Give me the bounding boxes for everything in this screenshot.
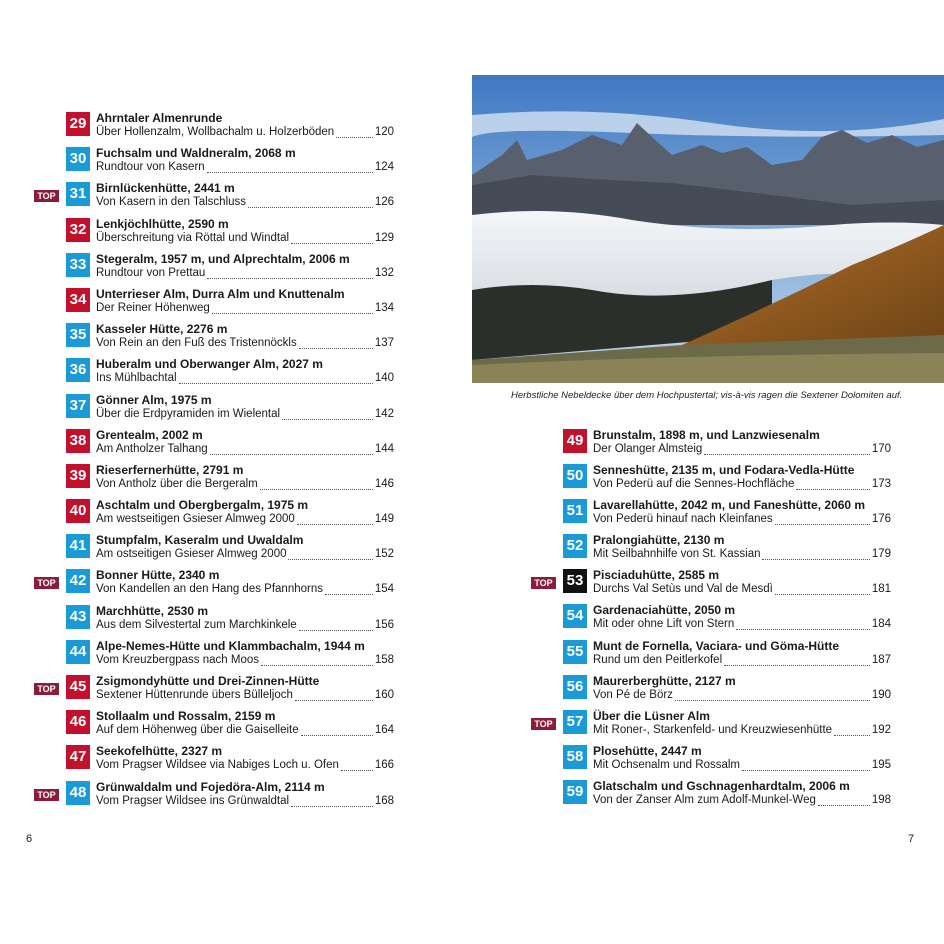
tour-page-number: 192 <box>871 723 891 736</box>
top-badge: TOP <box>34 577 59 589</box>
leader-dots <box>291 796 373 807</box>
tour-description-line <box>96 513 394 525</box>
tour-number: 58 <box>563 745 587 769</box>
leader-dots <box>675 690 870 701</box>
tour-description-line <box>593 583 891 595</box>
tour-page-number: 154 <box>374 583 394 596</box>
tour-number: 45 <box>66 675 90 699</box>
tour-number: 30 <box>66 147 90 171</box>
tour-title: Seekofelhütte, 2327 m <box>96 744 223 759</box>
tour-page-number: 164 <box>374 724 394 737</box>
tour-title: Gönner Alm, 1975 m <box>96 392 212 407</box>
tour-description: Von der Zanser Alm zum Adolf-Munkel-Weg <box>593 793 816 806</box>
tour-number: 33 <box>66 253 90 277</box>
toc-entry <box>34 427 394 462</box>
tour-description: Der Reiner Höhenweg <box>96 301 210 314</box>
leader-dots <box>736 619 870 630</box>
tour-description-line <box>593 618 891 630</box>
tour-page-number: 146 <box>374 477 394 490</box>
tour-title: Pisciaduhütte, 2585 m <box>593 568 720 583</box>
tour-description-line <box>96 126 394 138</box>
tour-page-number: 120 <box>374 126 394 138</box>
page-number-left: 6 <box>26 833 33 845</box>
tour-description-line <box>593 513 891 525</box>
toc-entry <box>531 427 891 462</box>
tour-page-number: 152 <box>374 548 394 561</box>
tour-number: 29 <box>66 112 90 136</box>
tour-page-number: 149 <box>374 513 394 526</box>
tour-description-line <box>96 372 394 384</box>
tour-number: 37 <box>66 394 90 418</box>
top-badge: TOP <box>34 683 59 695</box>
photo-caption: Herbstliche Nebeldecke über dem Hochpustertal; vis-à-vis ragen die Sextener Dolomiten auf. <box>511 390 903 401</box>
toc-entry <box>531 532 891 567</box>
leader-dots <box>762 549 869 560</box>
toc-entry <box>34 638 394 673</box>
tour-page-number: 184 <box>871 618 891 631</box>
leader-dots <box>742 760 870 771</box>
tour-description: Der Olanger Almsteig <box>593 443 703 455</box>
tour-description: Von Kasern in den Talschluss <box>96 196 247 209</box>
tour-title: Birnlückenhütte, 2441 m <box>96 181 235 196</box>
tour-description-line <box>96 689 394 701</box>
leader-dots <box>207 268 372 279</box>
tour-title: Stegeralm, 1957 m, und Alprechtalm, 2006 m <box>96 251 350 266</box>
tour-description-line <box>593 689 891 701</box>
tour-page-number: 198 <box>871 793 891 806</box>
tour-description-line <box>96 478 394 490</box>
leader-dots <box>818 795 870 806</box>
toc-entry <box>34 216 394 251</box>
toc-entry <box>531 743 891 778</box>
mountain-photo <box>472 75 944 383</box>
tour-title: Ahrntaler Almenrunde <box>96 111 223 125</box>
tour-title: Maurerberghütte, 2127 m <box>593 673 736 688</box>
tour-description: Am ostseitigen Gsieser Almweg 2000 <box>96 548 287 561</box>
tour-description: Von Pé de Börz <box>593 688 673 701</box>
tour-description-line <box>593 654 891 666</box>
tour-title: Unterrieser Alm, Durra Alm und Knuttenalm <box>96 286 345 301</box>
tour-description-line <box>593 443 891 455</box>
tour-description: Mit Roner-, Starkenfeld- und Kreuzwiesenhütte <box>593 723 833 736</box>
tour-page-number: 126 <box>374 196 394 209</box>
tour-page-number: 129 <box>374 231 394 244</box>
tour-description-line <box>593 794 891 806</box>
tour-number: 46 <box>66 710 90 734</box>
leader-dots <box>261 655 373 666</box>
tour-title: Senneshütte, 2135 m, und Fodara-Vedla-Hütte <box>593 463 855 478</box>
leader-dots <box>299 338 373 349</box>
tour-description-line <box>96 337 394 349</box>
toc-left-column <box>34 110 394 814</box>
tour-description: Vom Kreuzbergpass nach Moos <box>96 653 260 666</box>
tour-number: 36 <box>66 358 90 382</box>
leader-dots <box>207 162 373 173</box>
leader-dots <box>724 655 870 666</box>
leader-dots <box>796 479 869 490</box>
toc-entry <box>34 180 394 215</box>
tour-title: Marchhütte, 2530 m <box>96 603 209 618</box>
tour-description: Rund um den Peitlerkofel <box>593 653 723 666</box>
toc-entry <box>34 603 394 638</box>
toc-entry <box>34 356 394 391</box>
tour-description: Rundtour von Prettau <box>96 266 206 279</box>
leader-dots <box>775 514 870 525</box>
leader-dots <box>297 514 373 525</box>
tour-description-line <box>593 548 891 560</box>
tour-description: Von Antholz über die Bergeralm <box>96 477 258 490</box>
leader-dots <box>341 760 373 771</box>
tour-description-line <box>96 196 394 208</box>
toc-entry <box>531 708 891 743</box>
tour-description: Von Pederü hinauf nach Kleinfanes <box>593 513 773 526</box>
tour-description: Am westseitigen Gsieser Almweg 2000 <box>96 513 295 526</box>
tour-description-line <box>96 232 394 244</box>
tour-title: Grentealm, 2002 m <box>96 427 203 442</box>
tour-description-line <box>96 267 394 279</box>
tour-title: Lenkjöchlhütte, 2590 m <box>96 216 229 231</box>
toc-entry <box>34 532 394 567</box>
toc-entry <box>531 778 891 813</box>
leader-dots <box>704 444 870 455</box>
toc-entry <box>531 638 891 673</box>
tour-description-line <box>96 583 394 595</box>
tour-number: 34 <box>66 288 90 312</box>
tour-page-number: 195 <box>871 758 891 771</box>
toc-entry <box>34 743 394 778</box>
tour-number: 35 <box>66 323 90 347</box>
tour-number: 55 <box>563 640 587 664</box>
leader-dots <box>179 373 373 384</box>
tour-number: 48 <box>66 781 90 805</box>
leader-dots <box>299 620 373 631</box>
tour-title: Gardenaciahütte, 2050 m <box>593 603 736 618</box>
tour-page-number: 170 <box>871 443 891 455</box>
tour-page-number: 144 <box>374 442 394 455</box>
leader-dots <box>336 127 373 138</box>
tour-page-number: 158 <box>374 653 394 666</box>
tour-page-number: 142 <box>374 407 394 420</box>
leader-dots <box>301 725 373 736</box>
tour-title: Plosehütte, 2447 m <box>593 743 702 758</box>
toc-entry <box>531 673 891 708</box>
tour-page-number: 181 <box>871 583 891 596</box>
tour-description: Mit Ochsenalm und Rossalm <box>593 758 740 771</box>
tour-description-line <box>96 548 394 560</box>
tour-description-line <box>96 443 394 455</box>
toc-entry <box>531 567 891 602</box>
tour-description-line <box>593 478 891 490</box>
leader-dots <box>775 584 870 595</box>
tour-title: Huberalm und Oberwanger Alm, 2027 m <box>96 357 323 372</box>
tour-title: Zsigmondyhütte und Drei-Zinnen-Hütte <box>96 674 320 688</box>
tour-number: 57 <box>563 710 587 734</box>
tour-page-number: 156 <box>374 618 394 631</box>
tour-page-number: 132 <box>374 266 394 279</box>
tour-page-number: 134 <box>374 301 394 314</box>
tour-page-number: 140 <box>374 372 394 385</box>
tour-description: Vom Pragser Wildsee ins Grünwaldtal <box>96 794 290 807</box>
tour-description: Vom Pragser Wildsee via Nabiges Loch u. Ofen <box>96 759 339 772</box>
tour-description-line <box>96 795 394 807</box>
tour-number: 38 <box>66 429 90 453</box>
top-badge: TOP <box>531 718 556 730</box>
tour-description: Über Hollenzalm, Wollbachalm u. Holzerböden <box>96 126 335 138</box>
toc-entry <box>34 392 394 427</box>
tour-number: 42 <box>66 569 90 593</box>
tour-description-line <box>593 759 891 771</box>
toc-entry <box>531 462 891 497</box>
tour-page-number: 187 <box>871 653 891 666</box>
tour-description: Rundtour von Kasern <box>96 161 205 174</box>
tour-title: Bonner Hütte, 2340 m <box>96 568 220 583</box>
tour-description: Mit Seilbahnhilfe von St. Kassian <box>593 548 761 561</box>
tour-title: Kasseler Hütte, 2276 m <box>96 322 228 337</box>
top-badge: TOP <box>34 190 59 202</box>
tour-description-line <box>96 619 394 631</box>
tour-number: 49 <box>563 429 587 453</box>
tour-description-line <box>96 759 394 771</box>
tour-description: Mit oder ohne Lift von Stern <box>593 618 735 631</box>
tour-page-number: 179 <box>871 548 891 561</box>
leader-dots <box>288 549 372 560</box>
toc-entry <box>34 567 394 602</box>
tour-number: 53 <box>563 569 587 593</box>
tour-page-number: 137 <box>374 337 394 350</box>
tour-number: 43 <box>66 605 90 629</box>
tour-title: Pralongiahütte, 2130 m <box>593 533 725 548</box>
tour-number: 47 <box>66 745 90 769</box>
tour-title: Grünwaldalm und Fojedöra-Alm, 2114 m <box>96 779 325 794</box>
tour-description-line <box>96 724 394 736</box>
tour-number: 40 <box>66 499 90 523</box>
leader-dots <box>291 233 373 244</box>
toc-entry <box>531 602 891 637</box>
tour-page-number: 124 <box>374 161 394 174</box>
tour-page-number: 190 <box>871 688 891 701</box>
tour-description-line <box>96 302 394 314</box>
top-badge: TOP <box>531 577 556 589</box>
tour-number: 56 <box>563 675 587 699</box>
tour-description: Von Pederü auf die Sennes-Hochfläche <box>593 478 795 491</box>
tour-number: 44 <box>66 640 90 664</box>
tour-description-line <box>96 408 394 420</box>
tour-title: Glatschalm und Gschnagenhardtalm, 2006 m <box>593 778 850 793</box>
top-badge: TOP <box>34 789 59 801</box>
tour-description: Über die Erdpyramiden im Wielental <box>96 407 281 420</box>
tour-title: Alpe-Nemes-Hütte und Klammbachalm, 1944 m <box>96 638 365 653</box>
tour-title: Aschtalm und Obergbergalm, 1975 m <box>96 498 309 513</box>
leader-dots <box>834 725 870 736</box>
tour-page-number: 168 <box>374 794 394 807</box>
leader-dots <box>260 479 373 490</box>
tour-description: Von Rein an den Fuß des Tristennöckls <box>96 337 297 350</box>
tour-description-line <box>96 161 394 173</box>
tour-description: Überschreitung via Röttal und Windtal <box>96 231 290 244</box>
tour-title: Stumpfalm, Kaseralm und Uwaldalm <box>96 533 304 548</box>
tour-description: Ins Mühlbachtal <box>96 372 177 385</box>
tour-title: Brunstalm, 1898 m, und Lanzwiesenalm <box>593 428 820 442</box>
tour-title: Stollaalm und Rossalm, 2159 m <box>96 709 276 724</box>
toc-entry <box>34 708 394 743</box>
tour-title: Fuchsalm und Waldneralm, 2068 m <box>96 146 296 161</box>
leader-dots <box>295 690 373 701</box>
tour-description: Am Antholzer Talhang <box>96 442 208 455</box>
leader-dots <box>212 303 373 314</box>
tour-number: 50 <box>563 464 587 488</box>
tour-title: Munt de Fornella, Vaciara- und Göma-Hütte <box>593 638 840 653</box>
tour-description: Von Kandellen an den Hang des Pfannhorns <box>96 583 323 596</box>
tour-title: Lavarellahütte, 2042 m, und Faneshütte, 2060 m <box>593 498 866 513</box>
toc-entry <box>34 286 394 321</box>
toc-entry <box>34 497 394 532</box>
leader-dots <box>282 409 373 420</box>
tour-number: 41 <box>66 534 90 558</box>
tour-description: Aus dem Silvestertal zum Marchkinkele <box>96 618 297 631</box>
toc-entry <box>34 321 394 356</box>
tour-number: 31 <box>66 182 90 206</box>
toc-entry <box>34 251 394 286</box>
tour-page-number: 160 <box>374 689 394 701</box>
tour-description: Durchs Val Setùs und Val de Mesdì <box>593 583 773 596</box>
tour-number: 59 <box>563 780 587 804</box>
tour-description-line <box>96 654 394 666</box>
tour-description-line <box>593 724 891 736</box>
toc-entry <box>531 497 891 532</box>
tour-description: Auf dem Höhenweg über die Gaiselleite <box>96 724 299 737</box>
tour-number: 51 <box>563 499 587 523</box>
toc-entry <box>34 779 394 814</box>
tour-description: Sextener Hüttenrunde übers Bülleljoch <box>96 689 293 701</box>
tour-page-number: 166 <box>374 759 394 772</box>
leader-dots <box>248 197 373 208</box>
page-number-right: 7 <box>908 833 915 845</box>
toc-right-column <box>531 427 891 813</box>
toc-entry <box>34 145 394 180</box>
tour-number: 39 <box>66 464 90 488</box>
tour-page-number: 173 <box>871 478 891 491</box>
toc-entry <box>34 462 394 497</box>
leader-dots <box>325 584 373 595</box>
tour-title: Rieserfernerhütte, 2791 m <box>96 462 244 477</box>
tour-number: 52 <box>563 534 587 558</box>
tour-title: Über die Lüsner Alm <box>593 708 710 723</box>
toc-entry <box>34 110 394 145</box>
tour-page-number: 176 <box>871 513 891 526</box>
leader-dots <box>210 444 373 455</box>
toc-entry <box>34 673 394 708</box>
tour-number: 32 <box>66 218 90 242</box>
tour-number: 54 <box>563 604 587 628</box>
